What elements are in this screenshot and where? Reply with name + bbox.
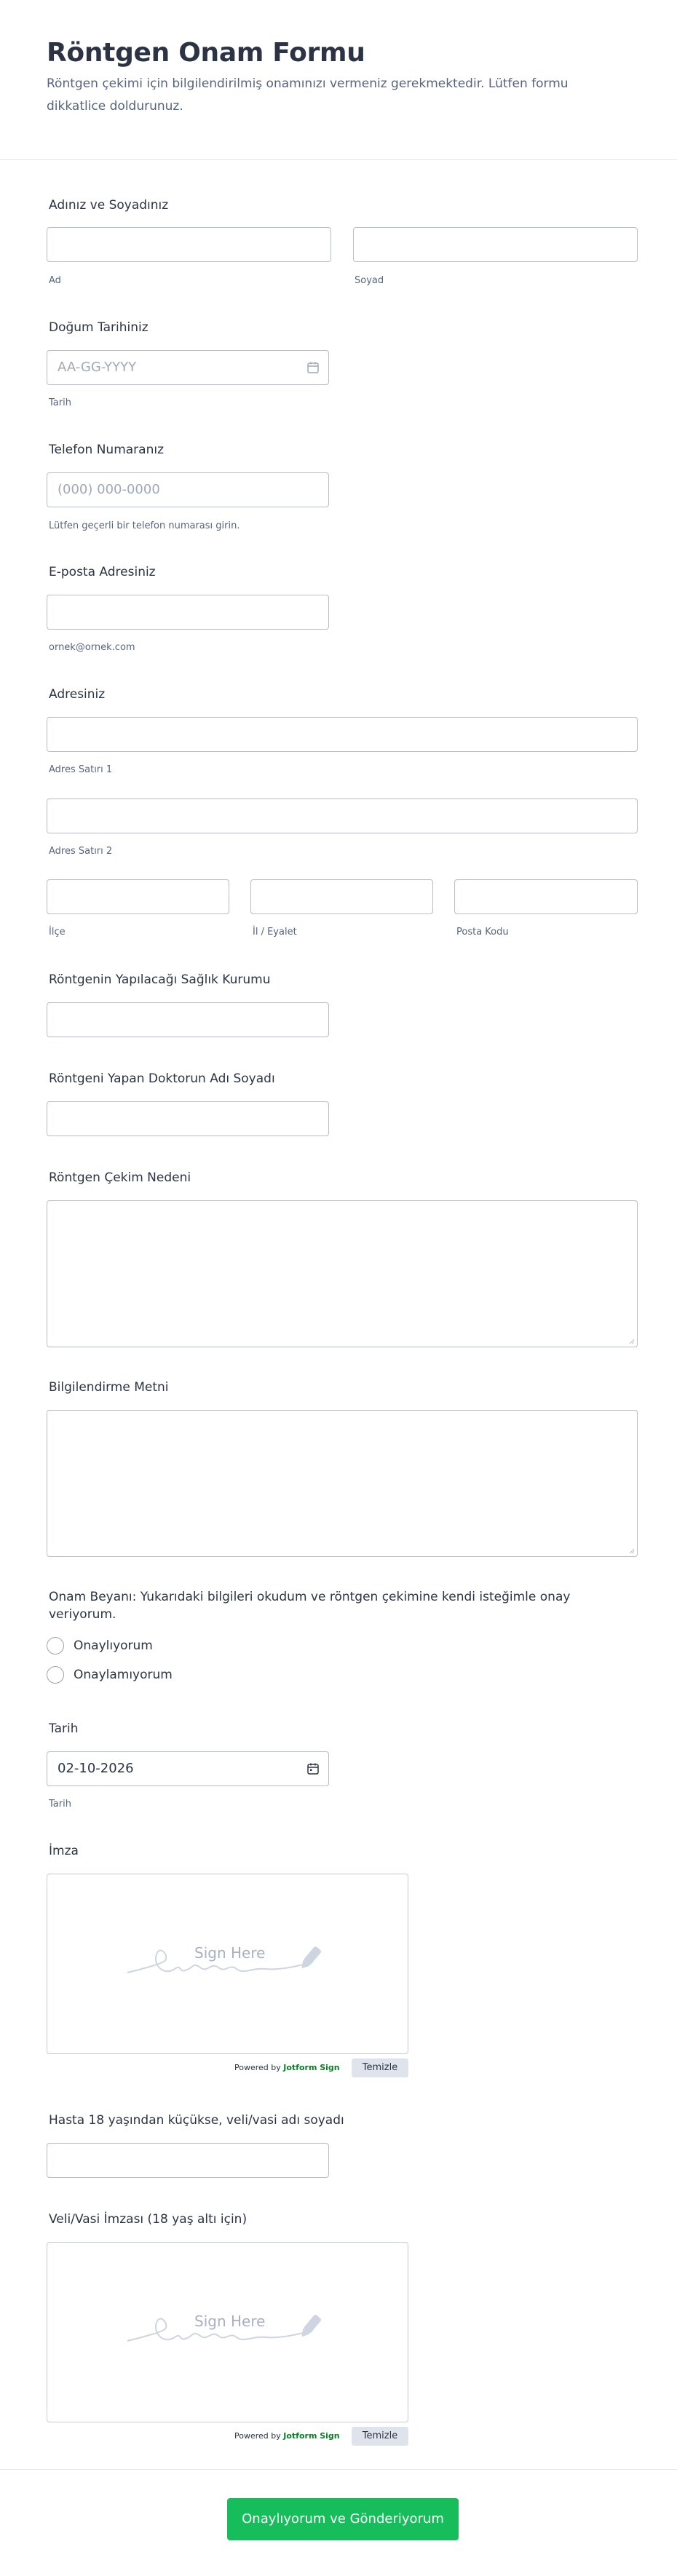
doctor-label: Röntgeni Yapan Doktorun Adı Soyadı [49, 1071, 275, 1086]
form-subtitle-line-1: Röntgen çekimi için bilgilendirilmiş onamınızı vermeniz gerekmektedir. Lütfen formu [47, 76, 569, 91]
phone-input[interactable] [47, 472, 329, 507]
signature-scribble-icon [120, 1940, 338, 1983]
first-name-sublabel: Ad [49, 275, 61, 286]
province-input[interactable] [250, 879, 433, 914]
guardian-signature-pad[interactable] [47, 2242, 408, 2422]
facility-input[interactable] [47, 1002, 329, 1037]
powered-by-text: Powered by Jotform Sign [234, 2431, 340, 2441]
facility-label: Röntgenin Yapılacağı Sağlık Kurumu [49, 972, 271, 987]
postal-code-sublabel: Posta Kodu [456, 927, 509, 938]
form-subtitle-line-2: dikkatlice doldurunuz. [47, 99, 183, 114]
date-label: Tarih [49, 1721, 79, 1736]
signature-placeholder: Sign Here [194, 1944, 266, 1962]
address-line-1-input[interactable] [47, 717, 638, 752]
district-input[interactable] [47, 879, 229, 914]
province-sublabel: İl / Eyalet [253, 927, 297, 938]
consent-radio-decline[interactable] [47, 1666, 64, 1684]
first-name-input[interactable] [47, 227, 331, 262]
address-line-1-sublabel: Adres Satırı 1 [49, 764, 113, 775]
email-sublabel: ornek@ornek.com [49, 642, 135, 653]
consent-label-line-1: Onam Beyanı: Yukarıdaki bilgileri okudum ve röntgen çekimine kendi isteğimle onay [49, 1590, 571, 1604]
address-line-2-input[interactable] [47, 798, 638, 833]
signature-clear-button[interactable]: Temizle [352, 2058, 408, 2077]
header-divider [0, 159, 677, 160]
resize-handle-icon[interactable] [627, 1547, 635, 1554]
signature-pad[interactable] [47, 1874, 408, 2054]
phone-label: Telefon Numaranız [49, 443, 164, 457]
name-label: Adınız ve Soyadınız [49, 198, 169, 213]
calendar-icon[interactable] [306, 361, 320, 374]
signature-label: İmza [49, 1844, 79, 1858]
address-label: Adresiniz [49, 687, 106, 702]
birth-date-label: Doğum Tarihiniz [49, 320, 149, 335]
guardian-signature-clear-button[interactable]: Temizle [352, 2427, 408, 2446]
resize-handle-icon[interactable] [627, 1337, 635, 1344]
date-sublabel: Tarih [49, 1799, 71, 1810]
phone-sublabel: Lütfen geçerli bir telefon numarası girin. [49, 520, 240, 531]
address-line-2-sublabel: Adres Satırı 2 [49, 846, 113, 857]
email-input[interactable] [47, 595, 329, 630]
date-input[interactable] [47, 1751, 329, 1786]
consent-option-decline[interactable]: Onaylamıyorum [74, 1668, 173, 1682]
birth-date-placeholder: AA-GG-YYYY [58, 360, 137, 375]
date-value: 02-10-2026 [58, 1761, 134, 1776]
postal-code-input[interactable] [454, 879, 638, 914]
email-label: E-posta Adresiniz [49, 565, 156, 579]
last-name-sublabel: Soyad [355, 275, 384, 286]
last-name-input[interactable] [353, 227, 638, 262]
powered-by-text: Powered by Jotform Sign [234, 2063, 340, 2072]
calendar-icon[interactable] [306, 1762, 320, 1775]
submit-button[interactable]: Onaylıyorum ve Gönderiyorum [227, 2498, 459, 2540]
guardian-signature-placeholder: Sign Here [194, 2313, 266, 2330]
reason-textarea[interactable] [47, 1200, 638, 1347]
district-sublabel: İlçe [49, 927, 66, 938]
guardian-signature-label: Veli/Vasi İmzası (18 yaş altı için) [49, 2212, 248, 2227]
birth-date-sublabel: Tarih [49, 397, 71, 408]
info-text-label: Bilgilendirme Metni [49, 1380, 169, 1395]
form-title: Röntgen Onam Formu [47, 38, 365, 68]
consent-label-line-2: veriyorum. [49, 1607, 116, 1622]
footer-divider [0, 2469, 677, 2470]
guardian-name-input[interactable] [47, 2143, 329, 2178]
consent-option-approve[interactable]: Onaylıyorum [74, 1638, 153, 1653]
phone-placeholder: (000) 000-0000 [58, 482, 160, 497]
reason-label: Röntgen Çekim Nedeni [49, 1170, 191, 1185]
doctor-input[interactable] [47, 1101, 329, 1136]
guardian-name-label: Hasta 18 yaşından küçükse, veli/vasi adı soyadı [49, 2113, 344, 2128]
signature-scribble-icon [120, 2308, 338, 2352]
birth-date-input[interactable] [47, 350, 329, 385]
info-text-textarea[interactable] [47, 1410, 638, 1557]
consent-radio-approve[interactable] [47, 1637, 64, 1654]
